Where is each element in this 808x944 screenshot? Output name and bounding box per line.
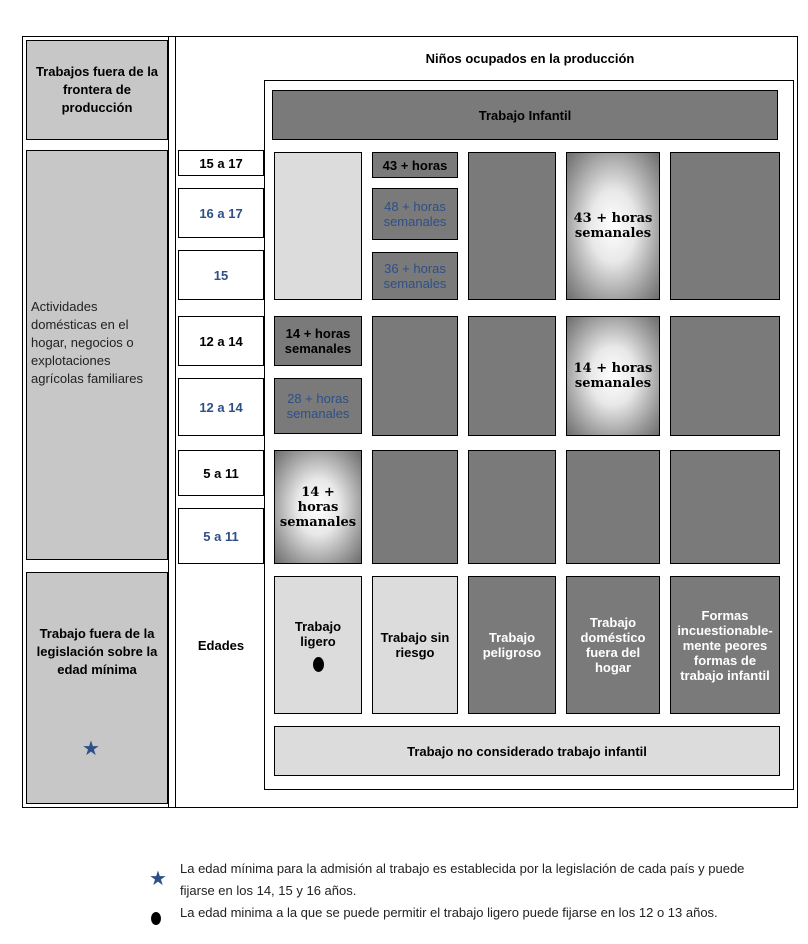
cell-domestico-r3 (566, 450, 660, 564)
age-12-14-a: 12 a 14 (178, 316, 264, 366)
cell-domestico-43: 43 + horas semanales (566, 152, 660, 300)
legend-dot-text: La edad minima a la que se puede permitir el trabajo ligero puede fijarse en los 12 o 13 años. (180, 905, 718, 920)
age-5-11-a: 5 a 11 (178, 450, 264, 496)
cell-peligroso-r3 (468, 450, 556, 564)
age-12-14-b: 12 a 14 (178, 378, 264, 436)
cell-43-horas: 43 + horas (372, 152, 458, 178)
age-5-11-b: 5 a 11 (178, 508, 264, 564)
category-ligero (274, 576, 362, 714)
star-icon: ★ (82, 738, 100, 760)
cell-36-horas: 36 + horas semanales (372, 252, 458, 300)
separator-line (168, 36, 176, 808)
category-sin-riesgo: Trabajo sin riesgo (372, 576, 458, 714)
left-middle-label: Actividades domésticas en el hogar, negocios o explotaciones agrícolas familiares (31, 299, 143, 386)
cell-sin-riesgo-r3 (372, 450, 458, 564)
header-title: Niños ocupados en la producción (425, 50, 635, 66)
age-15: 15 (178, 250, 264, 300)
cell-domestico-14: 14 + horas semanales (566, 316, 660, 436)
ages-column-label: Edades (197, 637, 245, 653)
cell-28-horas: 28 + horas semanales (274, 378, 362, 434)
left-bottom-label: Trabajo fuera de la legislación sobre la edad mínima (26, 572, 168, 732)
legend-star-icon: ★ (149, 868, 167, 890)
left-top-label: Trabajos fuera de la frontera de producción (26, 40, 168, 140)
cell-sin-riesgo-r2 (372, 316, 458, 436)
category-ligero-label: Trabajo ligero (294, 618, 342, 649)
cell-peores-r3 (670, 450, 780, 564)
cell-ligero-r1 (274, 152, 362, 300)
cell-peores-r1 (670, 152, 780, 300)
legend-star-text: La edad mínima para la admisión al trabajo es establecida por la legislación de cada país y puede fijarse en los 14, 15 y 16 años. (180, 861, 745, 898)
dot-icon (313, 657, 324, 672)
child-labour-bar: Trabajo Infantil (272, 90, 778, 140)
category-peligroso: Trabajo peligroso (468, 576, 556, 714)
cell-peligroso-r1 (468, 152, 556, 300)
category-peores: Formas incuestionable-mente peores formas de trabajo infantil (670, 576, 780, 714)
cell-peores-r2 (670, 316, 780, 436)
age-15-17: 15 a 17 (178, 150, 264, 176)
cell-peligroso-r2 (468, 316, 556, 436)
age-16-17: 16 a 17 (178, 188, 264, 238)
category-domestico: Trabajo doméstico fuera del hogar (566, 576, 660, 714)
cell-48-horas: 48 + horas semanales (372, 188, 458, 240)
cell-14-horas-a: 14 + horas semanales (274, 316, 362, 366)
legend-dot-icon (151, 912, 161, 925)
cell-14-horas-b: 14 + horas semanales (274, 450, 362, 564)
not-child-labour-bar: Trabajo no considerado trabajo infantil (274, 726, 780, 776)
